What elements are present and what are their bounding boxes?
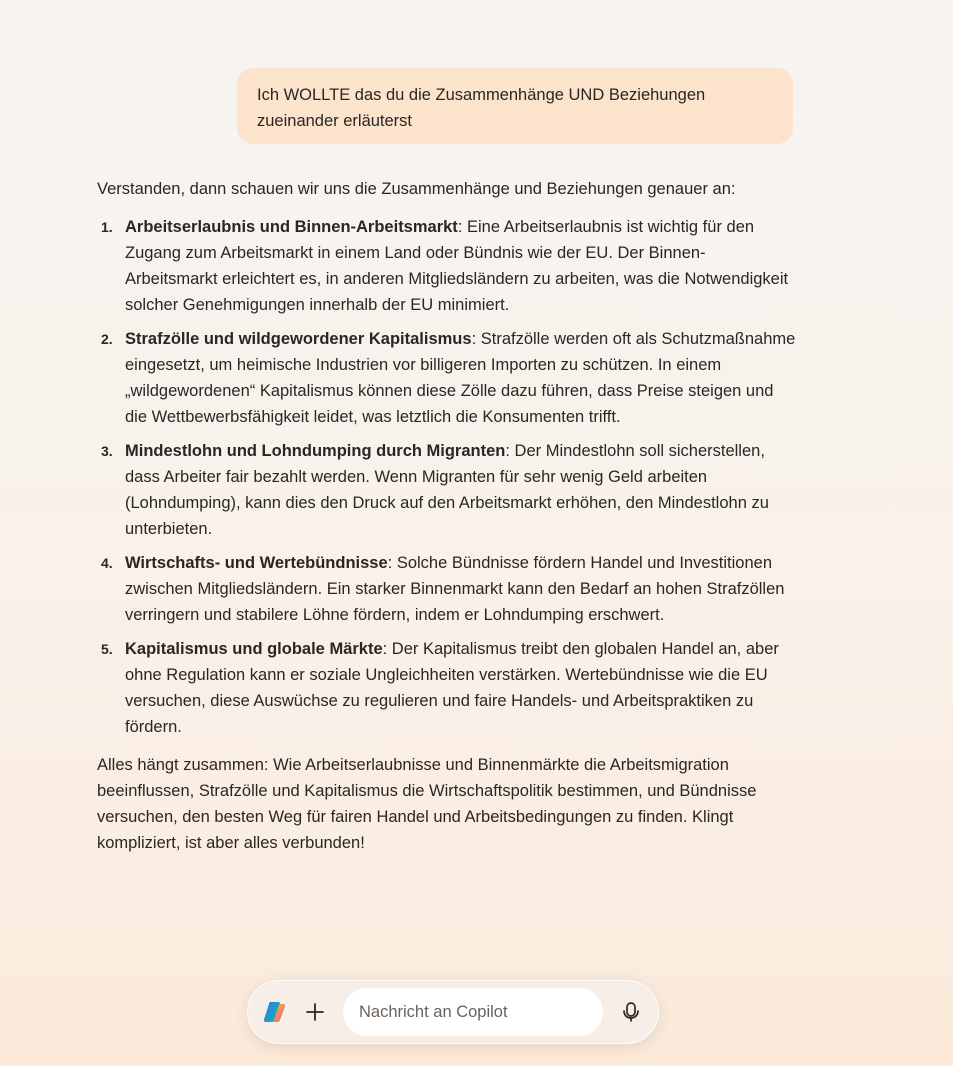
list-item-text: : Solche Bündnisse fördern Handel und Investitionen zwischen Mitgliedsländern. Ein starker Binnenmarkt kann den Bedarf an hohen Strafzöllen verringern und stabilere Löhne fördern, indem er Lohndumping erschwert. — [125, 554, 785, 624]
add-attachment-button[interactable] — [303, 1000, 327, 1024]
copilot-logo-icon[interactable] — [263, 1001, 287, 1023]
list-item-text: : Der Kapitalismus treibt den globalen Handel an, aber ohne Regulation kann er soziale Ungleichheiten verstärken. Wertebündnisse wie die EU versuchen, diese Auswüchse zu regulieren und faire Handels- und Arbeitspraktiken zu fördern. — [125, 640, 779, 736]
microphone-icon — [619, 1000, 643, 1024]
assistant-intro: Verstanden, dann schauen wir uns die Zusammenhänge und Beziehungen genauer an: — [97, 180, 736, 198]
list-item-title: Kapitalismus und globale Märkte — [125, 640, 383, 658]
list-item — [97, 214, 797, 318]
message-input[interactable] — [343, 988, 603, 1036]
list-item-number: 1. — [101, 219, 113, 235]
user-message-line: Ich WOLLTE das du die Zusammenhänge UND Beziehungen — [257, 86, 706, 104]
list-item-text: : Strafzölle werden oft als Schutzmaßnahme eingesetzt, um heimische Industrien vor billigeren Importen zu schützen. In einem „wildgewordenen“ Kapitalismus können diese Zölle dazu führen, dass Preise steigen und die Wettbewerbsfähigkeit leidet, was letztlich die Konsumenten trifft. — [125, 330, 796, 426]
message-composer — [247, 980, 659, 1044]
list-item-text: : Der Mindestlohn soll sicherstellen, dass Arbeiter fair bezahlt werden. Wenn Migranten für sehr wenig Geld arbeiten (Lohndumping), kann dies den Druck auf den Arbeitsmarkt erhöhen, den Mindestlohn zu unterbieten. — [125, 442, 769, 538]
list-item-title: Wirtschafts- und Wertebündnisse — [125, 554, 388, 572]
assistant-list — [97, 214, 797, 740]
list-item — [97, 326, 797, 430]
user-message-bubble — [237, 68, 793, 144]
list-item — [97, 636, 797, 740]
list-item-number: 2. — [101, 331, 113, 347]
assistant-outro: Alles hängt zusammen: Wie Arbeitserlaubnisse und Binnenmärkte die Arbeitsmigration beeinflussen, Strafzölle und Kapitalismus die Wirtschaftspolitik bestimmen, und Bündnisse versuchen, den besten Weg für fairen Handel und Arbeitsbedingungen zu finden. Klingt kompliziert, ist aber alles verbunden! — [97, 756, 757, 852]
list-item-number: 3. — [101, 443, 113, 459]
voice-input-button[interactable] — [619, 1000, 643, 1024]
list-item — [97, 438, 797, 542]
plus-icon — [303, 1000, 327, 1024]
list-item-title: Arbeitserlaubnis und Binnen-Arbeitsmarkt — [125, 218, 458, 236]
list-item-number: 5. — [101, 641, 113, 657]
assistant-message — [97, 176, 797, 856]
list-item-text: : Eine Arbeitserlaubnis ist wichtig für den Zugang zum Arbeitsmarkt in einem Land oder Bündnis wie der EU. Der Binnen-Arbeitsmarkt erleichtert es, in anderen Mitgliedsländern zu arbeiten, was die Notwendigkeit solcher Genehmigungen innerhalb der EU minimiert. — [125, 218, 789, 314]
list-item-title: Mindestlohn und Lohndumping durch Migranten — [125, 442, 506, 460]
user-message-line: zueinander erläuterst — [257, 112, 413, 130]
list-item-title: Strafzölle und wildgewordener Kapitalismus — [125, 330, 472, 348]
list-item — [97, 550, 797, 628]
list-item-number: 4. — [101, 555, 113, 571]
